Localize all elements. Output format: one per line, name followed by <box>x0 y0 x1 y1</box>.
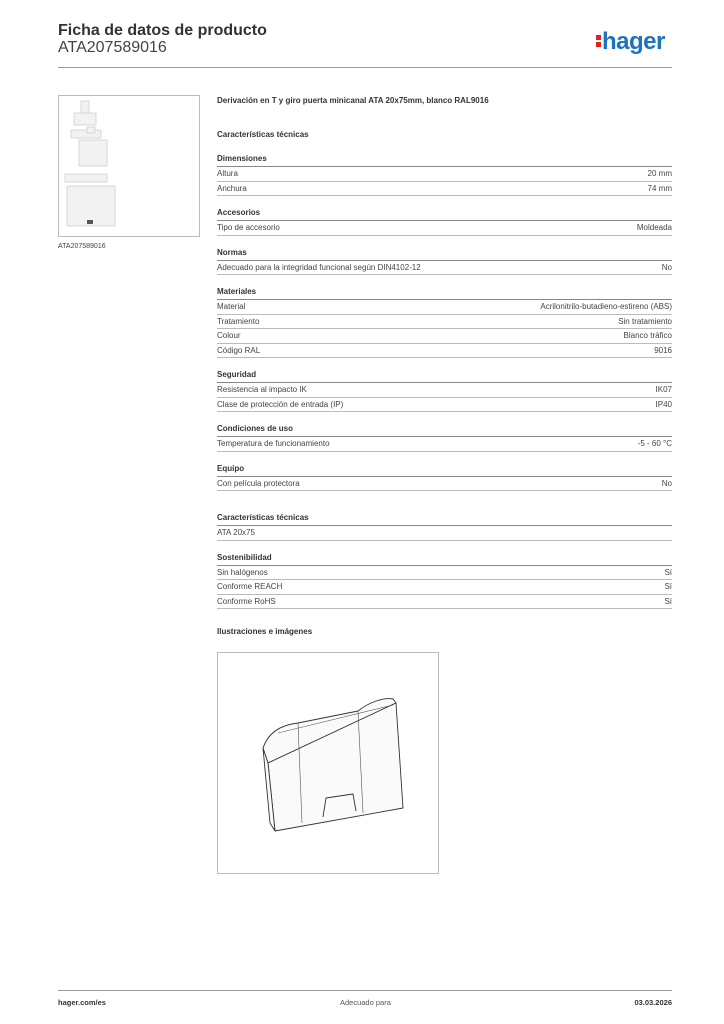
section-heading: Condiciones de uso <box>217 423 672 437</box>
section-heading: Características técnicas <box>217 512 672 526</box>
spec-row <box>217 167 672 182</box>
spec-label: Anchura <box>217 183 247 193</box>
product-description: Derivación en T y giro puerta minicanal ATA 20x75mm, blanco RAL9016 <box>217 96 489 105</box>
spec-value: 74 mm <box>647 183 672 193</box>
spec-row <box>217 566 672 581</box>
spec-label: Conforme REACH <box>217 582 283 591</box>
section-heading: Normas <box>217 247 672 261</box>
spec-value: Sí <box>664 567 672 577</box>
spec-label: Con película protectora <box>217 478 300 488</box>
product-illustration <box>217 652 439 874</box>
spec-label: Colour <box>217 331 241 340</box>
illustrations-title: Ilustraciones e imágenes <box>217 627 313 636</box>
hager-logo <box>596 28 665 56</box>
spec-label: Clase de protección de entrada (IP) <box>217 399 344 409</box>
spec-row <box>217 437 672 452</box>
spec-row <box>217 182 672 197</box>
spec-value: 20 mm <box>647 169 672 178</box>
spec-label: Conforme RoHS <box>217 596 276 606</box>
product-sku: ATA207589016 <box>58 39 167 56</box>
spec-value: No <box>661 478 672 488</box>
spec-row <box>217 398 672 413</box>
spec-row <box>217 221 672 236</box>
spec-value: Sin tratamiento <box>618 316 672 326</box>
spec-value: -5 - 60 °C <box>637 439 672 448</box>
spec-label: Adecuado para la integridad funcional según DIN4102-12 <box>217 262 421 272</box>
spec-value: Sí <box>664 582 672 591</box>
footer-website: hager.com/es <box>58 998 106 1007</box>
spec-value: Acrilonitrilo-butadieno-estireno (ABS) <box>540 302 672 311</box>
spec-label: Código RAL <box>217 345 261 355</box>
header-divider <box>58 67 672 68</box>
spec-label: Resistencia al impacto IK <box>217 385 307 394</box>
page-title: Ficha de datos de producto <box>58 22 267 39</box>
spec-value: 9016 <box>654 345 672 355</box>
product-thumbnail <box>58 95 200 237</box>
spec-value: Sí <box>664 596 672 606</box>
spec-value: IP40 <box>655 399 672 409</box>
tech-title: Características técnicas <box>217 130 309 139</box>
spec-row <box>217 477 672 492</box>
spec-label: Altura <box>217 169 238 178</box>
logo-text: hager <box>602 28 665 55</box>
footer-divider <box>58 990 672 991</box>
spec-sections <box>217 153 672 491</box>
footer-date: 03.03.2026 <box>634 998 672 1007</box>
spec-label: Sin halógenos <box>217 567 268 577</box>
spec-row <box>217 595 672 610</box>
section-heading: Sostenibilidad <box>217 552 672 566</box>
spec-row <box>217 315 672 330</box>
spec-row <box>217 526 672 541</box>
spec-label: Tratamiento <box>217 316 260 326</box>
spec-label: Temperatura de funcionamiento <box>217 439 330 448</box>
thumbnail-caption: ATA207589016 <box>58 243 106 250</box>
spec-value: Moldeada <box>636 223 672 232</box>
section-heading: Materiales <box>217 286 672 300</box>
spec-row <box>217 383 672 398</box>
spec-row <box>217 344 672 359</box>
spec-row <box>217 261 672 276</box>
spec-sections-2 <box>217 512 672 609</box>
section-heading: Seguridad <box>217 369 672 383</box>
spec-content <box>217 95 672 636</box>
spec-value: No <box>661 262 672 272</box>
spec-row <box>217 329 672 344</box>
section-heading: Accesorios <box>217 207 672 221</box>
spec-row <box>217 300 672 315</box>
spec-row <box>217 580 672 595</box>
spec-label: Tipo de accesorio <box>217 223 280 232</box>
section-heading: Equipo <box>217 463 672 477</box>
spec-value: Blanco tráfico <box>623 331 672 340</box>
footer-suitable-for: Adecuado para <box>340 998 391 1007</box>
spec-label: Material <box>217 302 246 311</box>
section-heading: Dimensiones <box>217 153 672 167</box>
logo-dots-icon <box>596 28 602 52</box>
spec-label: ATA 20x75 <box>217 528 255 537</box>
spec-value: IK07 <box>655 385 672 394</box>
